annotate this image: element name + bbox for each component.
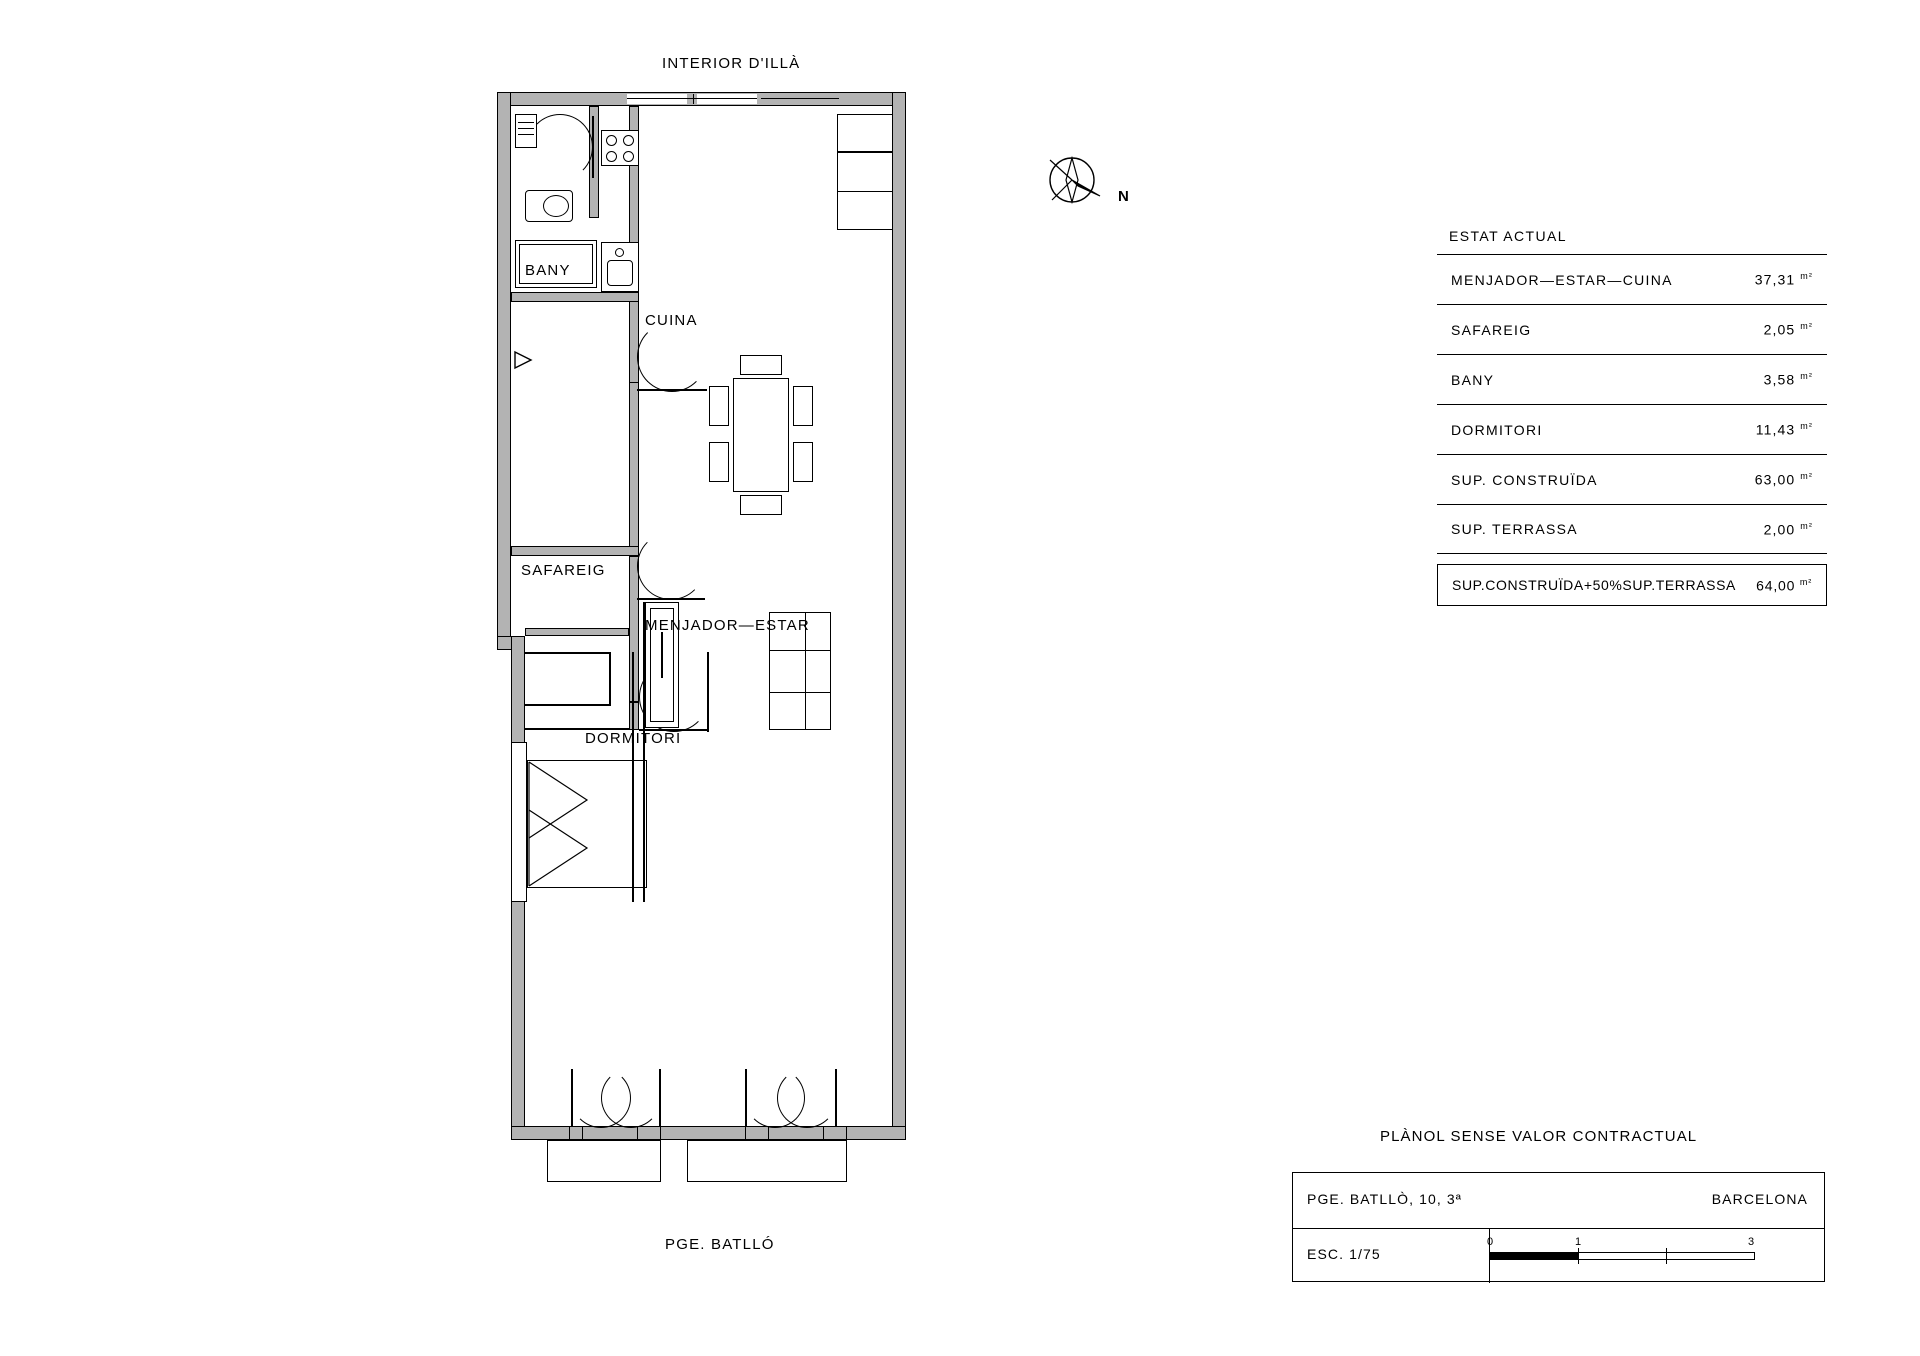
- wall-cuina-bottom: [511, 292, 639, 302]
- sofa-div-2: [769, 692, 831, 693]
- area-row-value: 37,31 $^{m^2}$: [1754, 271, 1813, 288]
- area-total-row: [1437, 564, 1827, 606]
- dormitori-wall-stub: [707, 652, 709, 732]
- flow-arrow-icon: [513, 350, 535, 370]
- table-row: [1437, 404, 1827, 454]
- cabinet-handle: [661, 632, 663, 678]
- scale-number-mid: 1: [1575, 1236, 1582, 1248]
- wall-bottom-pier-1: [569, 1126, 583, 1140]
- partition-vertical-2: [632, 652, 634, 902]
- safareig-shelf: [525, 704, 611, 706]
- area-row-name: SUP. CONSTRUÏDA: [1451, 471, 1598, 488]
- wall-bottom-pier-3: [745, 1126, 769, 1140]
- wall-left-upper: [497, 92, 511, 650]
- dining-chair-left-2: [709, 442, 729, 482]
- partition-vertical: [643, 602, 645, 902]
- terrace-divider: [837, 191, 893, 192]
- area-row-name: BANY: [1451, 371, 1495, 388]
- wall-right: [892, 92, 906, 1140]
- area-table: [1437, 228, 1827, 606]
- street-label-top: INTERIOR D'ILLÀ: [662, 55, 801, 72]
- safareig-counter-side: [609, 652, 611, 704]
- wall-corridor-horizontal: [511, 546, 639, 556]
- wall-corridor-vertical: [629, 382, 639, 556]
- sink-bany-line1: [518, 122, 534, 123]
- table-row: [1437, 504, 1827, 554]
- wall-bany-right: [589, 106, 599, 218]
- north-compass: [1040, 148, 1150, 238]
- sink-bany-line3: [518, 134, 534, 135]
- area-row-value: 2,05 $^{m^2}$: [1763, 321, 1813, 338]
- door-leaf-cuina: [637, 389, 707, 391]
- dining-chair-right-2: [793, 442, 813, 482]
- door-leaf-safareig: [637, 598, 705, 600]
- burner-1: [606, 135, 617, 146]
- scale-tick-1: [1578, 1248, 1579, 1264]
- scale-label: ESC. 1/75: [1307, 1246, 1381, 1262]
- door-leaf-balcony-2: [659, 1069, 661, 1127]
- door-swing-cuina: [637, 322, 707, 392]
- burner-4: [623, 151, 634, 162]
- table-row: [1437, 354, 1827, 404]
- area-row-value: 11,43 $^{m^2}$: [1755, 421, 1813, 438]
- area-total-value: 64,00 $^{m^2}$: [1756, 576, 1812, 594]
- table-row: [1437, 304, 1827, 354]
- door-leaf-bany: [592, 116, 594, 178]
- door-leaf-balcony-4: [835, 1069, 837, 1127]
- terrace-box: [837, 114, 893, 152]
- area-table-title: ESTAT ACTUAL: [1449, 228, 1567, 244]
- scale-bar: [1487, 1236, 1755, 1266]
- door-swing-balcony-4: [777, 1068, 837, 1128]
- room-label-cuina: CUINA: [645, 312, 698, 329]
- room-label-bany: BANY: [525, 262, 571, 279]
- scale-bar-fill: [1490, 1252, 1578, 1260]
- bed-headboard: [511, 742, 527, 902]
- area-row-value: 63,00 $^{m^2}$: [1754, 471, 1813, 488]
- disclaimer-text: PLÀNOL SENSE VALOR CONTRACTUAL: [1380, 1128, 1698, 1145]
- wall-safareig-right: [629, 556, 639, 702]
- area-row-name: DORMITORI: [1451, 421, 1543, 438]
- door-leaf-balcony-1: [571, 1069, 573, 1127]
- area-total-name: SUP.CONSTRUÏDA+50%SUP.TERRASSA: [1452, 577, 1736, 593]
- room-label-menjador: MENJADOR—ESTAR: [645, 617, 810, 634]
- wall-bottom-pier-2: [637, 1126, 661, 1140]
- dining-chair-top: [740, 355, 782, 375]
- north-label: N: [1118, 188, 1131, 205]
- window-top-sill-2: [761, 98, 839, 99]
- area-row-value: 2,00 $^{m^2}$: [1763, 520, 1813, 538]
- area-row-name: MENJADOR—ESTAR—CUINA: [1451, 271, 1673, 288]
- window-top-sill-1: [627, 98, 757, 99]
- sink-bany-line2: [518, 128, 534, 129]
- room-label-dormitori: DORMITORI: [585, 730, 682, 747]
- kitchen-sink-basin: [607, 260, 633, 286]
- cooktop: [601, 130, 639, 166]
- burner-3: [606, 151, 617, 162]
- safareig-counter: [525, 652, 611, 654]
- scale-number-end: 3: [1748, 1236, 1755, 1248]
- project-address: PGE. BATLLÒ, 10, 3ª: [1307, 1191, 1462, 1207]
- door-swing-balcony-2: [601, 1068, 661, 1128]
- title-block-divider: [1293, 1228, 1824, 1229]
- wall-dormitori-right: [629, 702, 639, 730]
- area-row-name: SUP. TERRASSA: [1451, 521, 1578, 537]
- balcony-left: [547, 1140, 661, 1182]
- table-row: [1437, 254, 1827, 304]
- wall-bottom-pier-4: [823, 1126, 847, 1140]
- table-row: [1437, 454, 1827, 504]
- project-city: BARCELONA: [1711, 1191, 1808, 1207]
- balcony-right: [687, 1140, 847, 1182]
- sink-bany: [515, 114, 537, 148]
- floor-plan: [497, 92, 977, 1212]
- area-row-value: 3,58 $^{m^2}$: [1763, 371, 1813, 388]
- dining-chair-left-1: [709, 386, 729, 426]
- kitchen-tap: [615, 248, 624, 257]
- room-label-safareig: SAFAREIG: [521, 562, 606, 579]
- dining-table: [733, 378, 789, 492]
- scale-number-start: 0: [1487, 1236, 1494, 1248]
- sofa-div-1: [769, 650, 831, 651]
- dining-chair-bottom: [740, 495, 782, 515]
- bed-cover-icon: [527, 760, 649, 890]
- dining-chair-right-1: [793, 386, 813, 426]
- wall-safareig-bottom: [525, 628, 629, 636]
- toilet-bowl: [543, 195, 569, 217]
- window-top-mullion-1: [693, 94, 694, 104]
- door-swing-safareig: [637, 532, 705, 600]
- burner-2: [623, 135, 634, 146]
- scale-tick-2: [1666, 1248, 1667, 1264]
- street-label-bottom: PGE. BATLLÓ: [665, 1236, 775, 1253]
- area-row-name: SAFAREIG: [1451, 321, 1532, 338]
- door-leaf-balcony-3: [745, 1069, 747, 1127]
